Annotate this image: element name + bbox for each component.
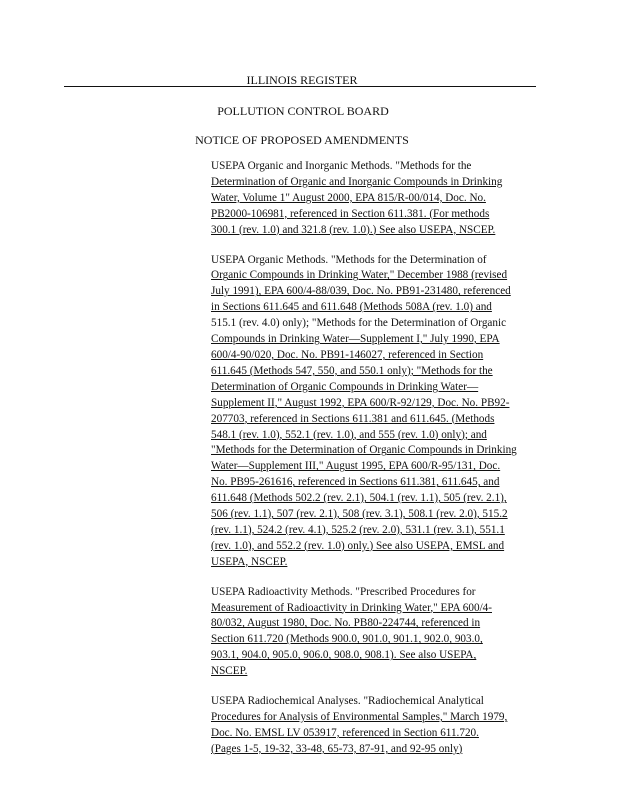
entry-line: No. PB95-261616, referenced in Sections 611.381, 611.645, and bbox=[211, 476, 500, 489]
entry-line: Water—Supplement III," August 1995, EPA 600/R-95/131, Doc. bbox=[211, 460, 501, 473]
entry-line: Section 611.720 (Methods 900.0, 901.0, 901.1, 902.0, 903.0, bbox=[211, 633, 483, 646]
entry-line: Water, Volume 1" August 2000, EPA 815/R-00/014, Doc. No. bbox=[211, 191, 486, 204]
entry-line: Compounds in Drinking Water—Supplement I," July 1990, EPA bbox=[211, 333, 500, 346]
entry-line: (rev. 1.0), and 552.2 (rev. 1.0) only.) See also USEPA, EMSL and bbox=[211, 539, 505, 552]
entry-line: Determination of Organic Compounds in Drinking Water— bbox=[211, 380, 479, 393]
entry-line: 515.1 (rev. 4.0) only); "Methods for the Determination of Organic bbox=[211, 317, 507, 330]
entry-line: (Pages 1-5, 19-32, 33-48, 65-73, 87-91, and 92-95 only) bbox=[211, 742, 463, 755]
entry-line: 506 (rev. 1.1), 507 (rev. 2.1), 508 (rev. 3.1), 508.1 (rev. 2.0), 515.2 bbox=[211, 508, 508, 521]
register-title: ILLINOIS REGISTER bbox=[246, 73, 358, 87]
entry-line: 611.645 (Methods 547, 550, and 550.1 only); "Methods for the bbox=[211, 364, 493, 377]
entry-line: 903.1, 904.0, 905.0, 906.0, 908.0, 908.1). See also USEPA, bbox=[211, 649, 477, 662]
reference-entry bbox=[211, 159, 541, 239]
entry-line: July 1991), EPA 600/4-88/039, Doc. No. PB91-231480, referenced bbox=[211, 285, 511, 298]
entry-line: 611.648 (Methods 502.2 (rev. 2.1), 504.1 (rev. 1.1), 505 (rev. 2.1), bbox=[211, 492, 507, 505]
entry-line: USEPA, NSCEP. bbox=[211, 555, 288, 568]
entry-line: NSCEP. bbox=[211, 665, 248, 678]
entry-line: (rev. 1.1), 524.2 (rev. 4.1), 525.2 (rev. 2.0), 531.1 (rev. 3.1), 551.1 bbox=[211, 523, 505, 536]
reference-entry bbox=[211, 253, 541, 571]
entry-line: in Sections 611.645 and 611.648 (Methods 508A (rev. 1.0) and bbox=[211, 301, 492, 314]
entry-line: Measurement of Radioactivity in Drinking Water," EPA 600/4- bbox=[211, 601, 492, 614]
entry-line: USEPA Radioactivity Methods. "Prescribed Procedures for bbox=[211, 585, 476, 598]
entry-line: 600/4-90/020, Doc. No. PB91-146027, referenced in Section bbox=[211, 348, 484, 361]
entry-line: USEPA Organic Methods. "Methods for the Determination of bbox=[211, 253, 487, 266]
entry-line: Procedures for Analysis of Environmental Samples," March 1979, bbox=[211, 711, 508, 723]
entry-line: "Methods for the Determination of Organic Compounds in Drinking bbox=[211, 444, 517, 457]
notice-title: NOTICE OF PROPOSED AMENDMENTS bbox=[195, 133, 409, 147]
entry-line: USEPA Radiochemical Analyses. "Radiochemical Analytical bbox=[211, 695, 484, 708]
board-title: POLLUTION CONTROL BOARD bbox=[217, 104, 389, 118]
entry-line: 300.1 (rev. 1.0) and 321.8 (rev. 1.0).) See also USEPA, NSCEP. bbox=[211, 223, 496, 236]
entry-line: PB2000-106981, referenced in Section 611.381. (For methods bbox=[211, 207, 490, 220]
reference-entry bbox=[211, 694, 541, 758]
reference-entry bbox=[211, 585, 541, 680]
entry-line: Organic Compounds in Drinking Water," December 1988 (revised bbox=[211, 269, 508, 282]
entry-line: 207703, referenced in Sections 611.381 and 611.645. (Methods bbox=[211, 412, 495, 425]
entry-line: Determination of Organic and Inorganic Compounds in Drinking bbox=[211, 175, 503, 188]
amendment-entries bbox=[211, 159, 541, 772]
entry-line: Doc. No. EMSL LV 053917, referenced in Section 611.720. bbox=[211, 726, 479, 739]
entry-line: 548.1 (rev. 1.0), 552.1 (rev. 1.0), and 555 (rev. 1.0) only); and bbox=[211, 428, 487, 441]
entry-line: 80/032, August 1980, Doc. No. PB80-224744, referenced in bbox=[211, 617, 481, 630]
entry-line: USEPA Organic and Inorganic Methods. "Methods for the bbox=[211, 160, 472, 172]
entry-line: Supplement II," August 1992, EPA 600/R-92/129, Doc. No. PB92- bbox=[211, 396, 510, 409]
